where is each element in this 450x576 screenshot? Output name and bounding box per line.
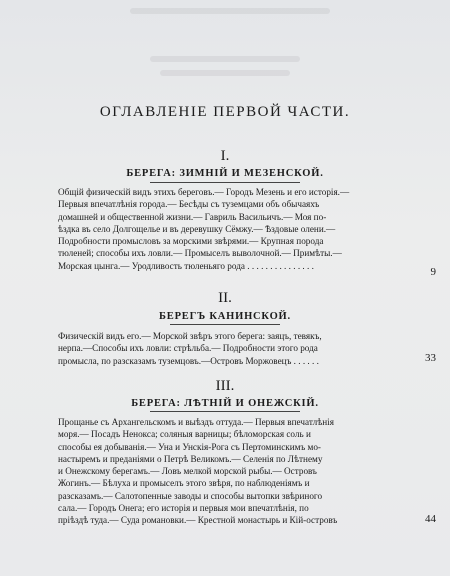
toc-line: тюленей; способы ихъ ловли.— Промыселъ выволочной.— Примѣты.— — [58, 248, 342, 259]
toc-line: нерпа.—Способы ихъ ловли: стрѣльба.— Подробности этого рода — [58, 343, 318, 354]
toc-line: и Онежскому берегамъ.— Ловъ мелкой морской рыбы.— Островъ — [58, 466, 317, 477]
toc-line: Общiй физическiй видъ этихъ береговъ.— Городъ Мезень и его исторiя.— — [58, 187, 350, 197]
page-title: ОГЛАВЛЕНIЕ ПЕРВОЙ ЧАСТИ. — [99, 104, 351, 120]
page-number: 33 — [425, 352, 436, 364]
bleed-through-text — [160, 70, 290, 76]
toc-line: Физическiй видъ его.— Морской звѣръ этого берега: заяцъ, тевякъ, — [58, 331, 322, 341]
bleed-through-text — [130, 8, 330, 14]
toc-line: Морская цынга.— Уродливость тюленьяго рода . . . . . . . . . . . . . . . — [58, 260, 314, 271]
toc-line: способы ея добыванiя.— Уна и Унскiя-Рога съ Пертоминскимъ мо- — [58, 441, 321, 452]
toc-line: Подробности промысловъ за морскими звѣрями.— Крупная порода — [58, 236, 324, 247]
toc-line: сала.— Городъ Онега; его исторiя и первыя мои впечатлѣнiя, по — [58, 503, 309, 514]
section-body — [58, 416, 398, 527]
toc-line: Первыя впечатлѣнiя города.— Бесѣды съ туземцами объ обычаяхъ — [58, 199, 320, 210]
section-heading: БЕРЕГЪ КАНИНСКОЙ. — [159, 311, 291, 322]
section-numeral: I. — [220, 148, 230, 164]
toc-line: моря.— Посадъ Ненокса; соляныя варницы; бѣломорская соль и — [58, 429, 311, 440]
page-number: 9 — [430, 266, 436, 278]
section-numeral: II. — [218, 290, 232, 306]
section-rule — [170, 324, 280, 325]
toc-line: домашней и общественной жизни.— Гавриль Васильичъ.— Моя по- — [58, 211, 327, 222]
toc-line: Прощанье съ Архангельскомъ и выѣздъ оттуда.— Первыя впечатлѣнiя — [58, 417, 334, 427]
toc-line: настыремъ и преданiями о Петрѣ Великомъ.— Селенiя по Лѣтнему — [58, 453, 323, 464]
toc-line: Жогинъ.— Бѣлуха и промыселъ этого звѣря, по наблюденiямъ и — [58, 478, 310, 489]
section-numeral: III. — [215, 378, 235, 394]
section-body — [58, 186, 398, 272]
section-rule — [150, 411, 300, 412]
section-rule — [150, 182, 300, 183]
toc-line: промысла, по разсказамъ туземцовъ.—Островъ Моржовецъ . . . . . . — [58, 355, 319, 366]
section-body — [58, 330, 398, 367]
toc-line: прiѣздѣ туда.— Суда романовки.— Крестной монастырь и Кiй-островъ — [58, 515, 338, 526]
toc-line: разсказамъ.— Салотопенные заводы и способы вытопки звѣриного — [58, 490, 323, 501]
section-heading: БЕРЕГА: ЗИМНIЙ И МЕЗЕНСКОЙ. — [126, 168, 324, 179]
page-number: 44 — [425, 513, 436, 525]
section-heading: БЕРЕГА: ЛѢТНIЙ И ОНЕЖСКIЙ. — [131, 398, 319, 409]
toc-line: ѣздка въ село Долгощелье и въ деревушку Сёмжу.— Ѣздовые олени.— — [58, 223, 336, 234]
bleed-through-text — [150, 56, 300, 62]
